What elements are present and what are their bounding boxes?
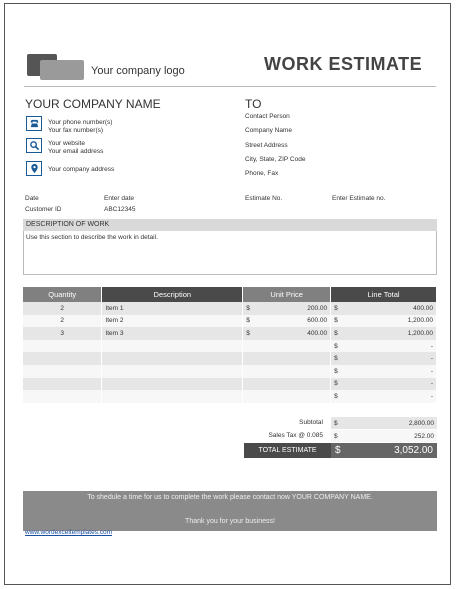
cell-unit-price[interactable] [243, 340, 331, 353]
date-value[interactable]: Enter date [104, 195, 134, 202]
line-amount: - [430, 355, 433, 363]
col-header-quantity: Quantity [23, 287, 102, 302]
cell-description[interactable] [102, 340, 243, 353]
subtotal-label: Subtotal [299, 419, 323, 426]
cell-unit-price[interactable] [243, 315, 331, 328]
logo-shape-light [40, 60, 84, 80]
search-icon [26, 138, 42, 153]
sales-tax-value [331, 430, 437, 442]
cell-unit-price[interactable] [243, 378, 331, 391]
company-email: Your email address [48, 148, 104, 155]
company-name: YOUR COMPANY NAME [25, 97, 161, 111]
cell-description[interactable]: Item 3 [102, 327, 243, 340]
cell-quantity[interactable]: 2 [23, 315, 102, 328]
col-header-line-total: Line Total [331, 287, 437, 302]
line-currency: $ [334, 380, 338, 388]
cell-line-total [331, 327, 437, 340]
subtotal-amount: 2,800.00 [408, 419, 434, 427]
line-amount: - [430, 392, 433, 400]
description-body[interactable]: Use this section to describe the work in detail. [26, 234, 158, 241]
cell-quantity[interactable] [23, 352, 102, 365]
unit-amount: 400.00 [307, 329, 328, 337]
to-city-state-zip: City, State, ZIP Code [245, 156, 306, 163]
cell-unit-price[interactable] [243, 352, 331, 365]
cell-line-total [331, 365, 437, 378]
total-estimate-label: TOTAL ESTIMATE [244, 443, 331, 458]
cell-quantity[interactable] [23, 340, 102, 353]
cell-quantity[interactable] [23, 378, 102, 391]
cell-line-total [331, 390, 437, 403]
line-currency: $ [334, 392, 338, 400]
cell-description[interactable]: Item 2 [102, 315, 243, 328]
cell-quantity[interactable] [23, 365, 102, 378]
website-link[interactable]: www.wordexceltemplates.com [25, 529, 113, 536]
line-amount: 1,200.00 [407, 317, 433, 325]
line-currency: $ [334, 317, 338, 325]
line-currency: $ [334, 355, 338, 363]
cell-quantity[interactable]: 2 [23, 302, 102, 315]
to-label: TO [245, 97, 262, 111]
line-currency: $ [334, 367, 338, 375]
cell-description[interactable] [102, 352, 243, 365]
line-currency: $ [334, 304, 338, 312]
unit-amount: 600.00 [307, 317, 328, 325]
total-estimate-value [331, 443, 437, 458]
cell-line-total [331, 302, 437, 315]
unit-currency: $ [246, 317, 250, 325]
company-website: Your website [48, 140, 85, 147]
cell-line-total [331, 352, 437, 365]
cell-line-total [331, 315, 437, 328]
total-currency: $ [335, 445, 341, 456]
table-row [23, 390, 437, 403]
cell-line-total [331, 378, 437, 391]
customer-id-value[interactable]: ABC12345 [104, 206, 136, 213]
description-header: DESCRIPTION OF WORK [23, 219, 437, 231]
header-divider [24, 86, 436, 87]
line-amount: - [430, 380, 433, 388]
line-currency: $ [334, 329, 338, 337]
line-amount: 400.00 [413, 304, 433, 312]
line-currency: $ [334, 342, 338, 350]
table-row [23, 378, 437, 391]
unit-currency: $ [246, 329, 250, 337]
col-header-unit-price: Unit Price [243, 287, 331, 302]
table-row [23, 302, 437, 315]
cell-quantity[interactable] [23, 390, 102, 403]
estimate-no-label: Estimate No. [245, 195, 283, 202]
tax-amount: 252.00 [414, 432, 434, 440]
company-fax: Your fax number(s) [48, 127, 104, 134]
sales-tax-label: Sales Tax @ 0.085 [268, 432, 323, 439]
cell-quantity[interactable]: 3 [23, 327, 102, 340]
customer-id-label: Customer ID [25, 206, 62, 213]
line-amount: - [430, 367, 433, 375]
to-company-name: Company Name [245, 127, 292, 134]
unit-amount: 200.00 [307, 304, 328, 312]
table-row [23, 340, 437, 353]
to-phone-fax: Phone, Fax [245, 170, 279, 177]
document-title: WORK ESTIMATE [264, 54, 423, 74]
subtotal-currency: $ [334, 419, 338, 427]
cell-unit-price[interactable] [243, 390, 331, 403]
footer-thanks: Thank you for your business! [185, 518, 275, 525]
date-label: Date [25, 195, 39, 202]
logo-text: Your company logo [91, 65, 185, 77]
line-amount: 1,200.00 [407, 329, 433, 337]
table-row [23, 365, 437, 378]
tax-currency: $ [334, 432, 338, 440]
footer-banner [23, 491, 437, 531]
cell-unit-price[interactable] [243, 302, 331, 315]
cell-description[interactable] [102, 390, 243, 403]
table-row [23, 352, 437, 365]
table-row [23, 327, 437, 340]
company-address: Your company address [48, 166, 115, 173]
line-amount: - [430, 342, 433, 350]
to-contact-person: Contact Person [245, 113, 290, 120]
subtotal-value [331, 417, 437, 429]
location-pin-icon [26, 161, 42, 176]
to-street-address: Street Address [245, 142, 288, 149]
estimate-no-value[interactable]: Enter Estimate no. [332, 195, 386, 202]
total-amount: 3,052.00 [394, 445, 433, 456]
cell-unit-price[interactable] [243, 365, 331, 378]
cell-line-total [331, 340, 437, 353]
unit-currency: $ [246, 304, 250, 312]
cell-description[interactable] [102, 378, 243, 391]
cell-description[interactable] [102, 365, 243, 378]
cell-description[interactable]: Item 1 [102, 302, 243, 315]
table-row [23, 315, 437, 328]
footer-message: To shedule a time for us to complete the work please contact now YOUR COMPANY NAME. [87, 494, 373, 501]
phone-icon [26, 116, 42, 131]
items-table [23, 287, 437, 403]
cell-unit-price[interactable] [243, 327, 331, 340]
company-phone: Your phone number(s) [48, 119, 113, 126]
col-header-description: Description [102, 287, 243, 302]
